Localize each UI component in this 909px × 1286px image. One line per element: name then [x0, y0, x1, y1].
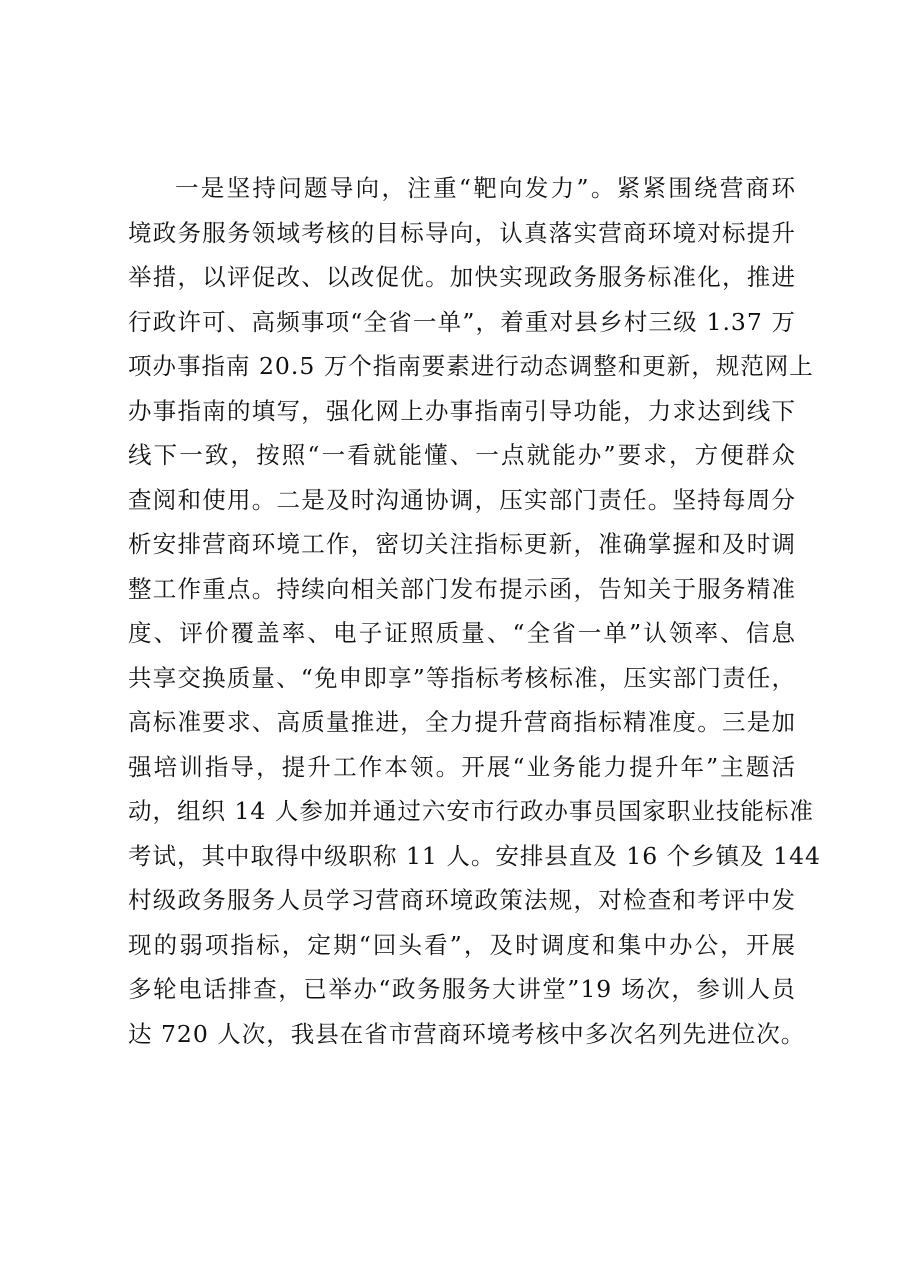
paragraph-line: 共享交换质量、“免申即享”等指标考核标准，压实部门责任， [128, 663, 796, 692]
paragraph-line: 现的弱项指标，定期“回头看”，及时调度和集中办公，开展 [128, 930, 796, 959]
paragraph-line: 析安排营商环境工作，密切关注指标更新，准确掌握和及时调 [128, 530, 796, 558]
paragraph-line: 动，组织 14 人参加并通过六安市行政办事员国家职业技能标准 [128, 797, 814, 825]
paragraph-line: 强培训指导，提升工作本领。开展“业务能力提升年”主题活 [128, 752, 796, 781]
paragraph-line: 达 720 人次，我县在省市营商环境考核中多次名列先进位次。 [128, 1019, 806, 1048]
paragraph-line: 高标准要求、高质量推进，全力提升营商指标精准度。三是加 [128, 708, 796, 736]
paragraph-line: 查阅和使用。二是及时沟通协调，压实部门责任。坚持每周分 [128, 485, 796, 514]
paragraph-line: 整工作重点。持续向相关部门发布提示函，告知关于服务精准 [128, 574, 796, 603]
paragraph-line: 境政务服务领域考核的目标导向，认真落实营商环境对标提升 [128, 218, 796, 247]
paragraph-line: 办事指南的填写，强化网上办事指南引导功能，力求达到线下 [128, 396, 796, 425]
paragraph-line: 项办事指南 20.5 万个指南要素进行动态调整和更新，规范网上 [128, 352, 814, 380]
paragraph-line: 村级政务服务人员学习营商环境政策法规，对检查和考评中发 [128, 886, 796, 914]
paragraph-line: 举措，以评促改、以改促优。加快实现政务服务标准化，推进 [128, 263, 796, 291]
paragraph-line: 一是坚持问题导向，注重“靶向发力”。紧紧围绕营商环 [175, 174, 796, 202]
paragraph-line: 行政许可、高频事项“全省一单”，着重对县乡村三级 1.37 万 [128, 307, 796, 336]
paragraph-line: 度、评价覆盖率、电子证照质量、“全省一单”认领率、信息 [128, 619, 796, 647]
body-paragraph [128, 166, 822, 1056]
paragraph-line: 考试，其中取得中级职称 11 人。安排县直及 16 个乡镇及 144 [128, 841, 822, 870]
paragraph-line: 多轮电话排查，已举办“政务服务大讲堂”19 场次，参训人员 [128, 975, 796, 1003]
paragraph-line: 线下一致，按照“一看就能懂、一点就能办”要求，方便群众 [128, 441, 796, 469]
